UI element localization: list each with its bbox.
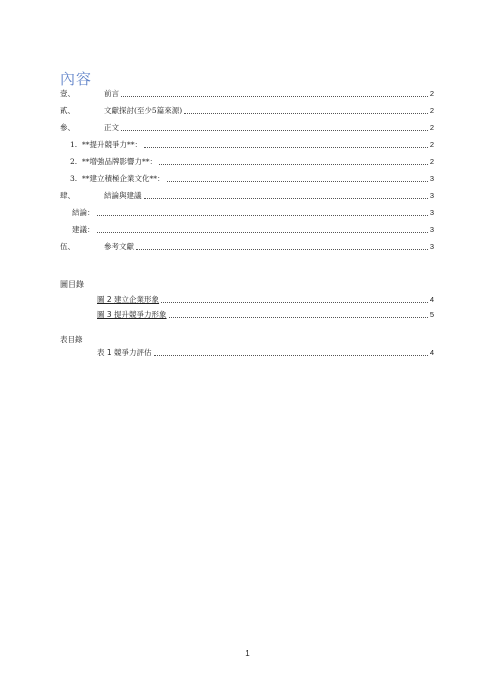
toc-entry-label: **增強品牌影響力**：: [82, 157, 157, 166]
toc-entry-page: 3: [429, 191, 434, 200]
toc-entry-label: 結論：: [72, 208, 95, 217]
toc-entry[interactable]: [70, 174, 434, 184]
toc-entry[interactable]: [60, 106, 434, 116]
page-number: 1: [245, 649, 250, 658]
toc-entry-prefix: 貳、: [60, 106, 75, 115]
figure-entry[interactable]: [97, 310, 434, 320]
toc-entry-prefix: 壹、: [60, 89, 75, 98]
toc-entry-label: 正文: [104, 123, 119, 132]
figure-entry-label: 圖 3 提升競爭力形象: [97, 310, 167, 319]
toc-leader: [144, 198, 428, 199]
toc-entry-label: 結論與建議: [104, 191, 142, 200]
table-entry-page: 4: [429, 348, 434, 357]
toc-leader: [121, 130, 428, 131]
toc-entry-label: **建立積極企業文化**：: [82, 174, 165, 183]
table-entry-label: 表 1 競爭力評估: [97, 348, 152, 357]
toc-leader: [97, 215, 428, 216]
toc-entry-label: 文獻探討(至少5篇來源): [104, 106, 183, 115]
toc-entry[interactable]: [60, 123, 434, 133]
toc-entry-page: 3: [429, 242, 434, 251]
toc-entry-prefix: 3.: [70, 174, 78, 183]
toc-leader: [136, 249, 428, 250]
toc-entry-page: 2: [429, 157, 434, 166]
toc-leader: [144, 147, 428, 148]
toc-entry[interactable]: [70, 140, 434, 150]
toc-entry-page: 2: [429, 106, 434, 115]
toc-entry-page: 2: [429, 89, 434, 98]
toc-entry-page: 3: [429, 174, 434, 183]
toc-entry[interactable]: [60, 242, 434, 252]
toc-entry-page: 2: [429, 140, 434, 149]
toc-leader: [121, 96, 428, 97]
tables-heading: 表目錄: [60, 335, 83, 344]
toc-leader: [154, 355, 428, 356]
toc-leader: [169, 317, 428, 318]
toc-entry-prefix: 肆、: [60, 191, 75, 200]
toc-title: 內容: [60, 70, 93, 88]
toc-entry-page: 3: [429, 225, 434, 234]
figure-entry-label: 圖 2 建立企業形象: [97, 295, 160, 304]
toc-entry-prefix: 伍、: [60, 242, 75, 251]
toc-leader: [161, 302, 428, 303]
toc-leader: [97, 232, 428, 233]
toc-entry-label: 前言: [104, 89, 119, 98]
table-entry[interactable]: [97, 348, 434, 358]
toc-entry-prefix: 參、: [60, 123, 75, 132]
toc-leader: [159, 164, 428, 165]
toc-entry[interactable]: [60, 89, 434, 99]
toc-entry-prefix: 2.: [70, 157, 78, 166]
toc-leader: [167, 181, 428, 182]
figures-heading: 圖目錄: [60, 280, 84, 289]
toc-entry-label: **提升競爭力**：: [82, 140, 142, 149]
toc-entry-page: 3: [429, 208, 434, 217]
figure-entry[interactable]: [97, 295, 434, 305]
toc-entry-page: 2: [429, 123, 434, 132]
toc-entry-label: 建議：: [72, 225, 95, 234]
toc-entry-label: 參考文獻: [104, 242, 134, 251]
toc-leader: [184, 113, 428, 114]
toc-entry-prefix: 1.: [70, 140, 78, 149]
toc-entry[interactable]: [72, 225, 434, 235]
figure-entry-page: 5: [429, 310, 434, 319]
toc-entry[interactable]: [72, 208, 434, 218]
figure-entry-page: 4: [429, 295, 434, 304]
toc-entry[interactable]: [60, 191, 434, 201]
toc-entry[interactable]: [70, 157, 434, 167]
